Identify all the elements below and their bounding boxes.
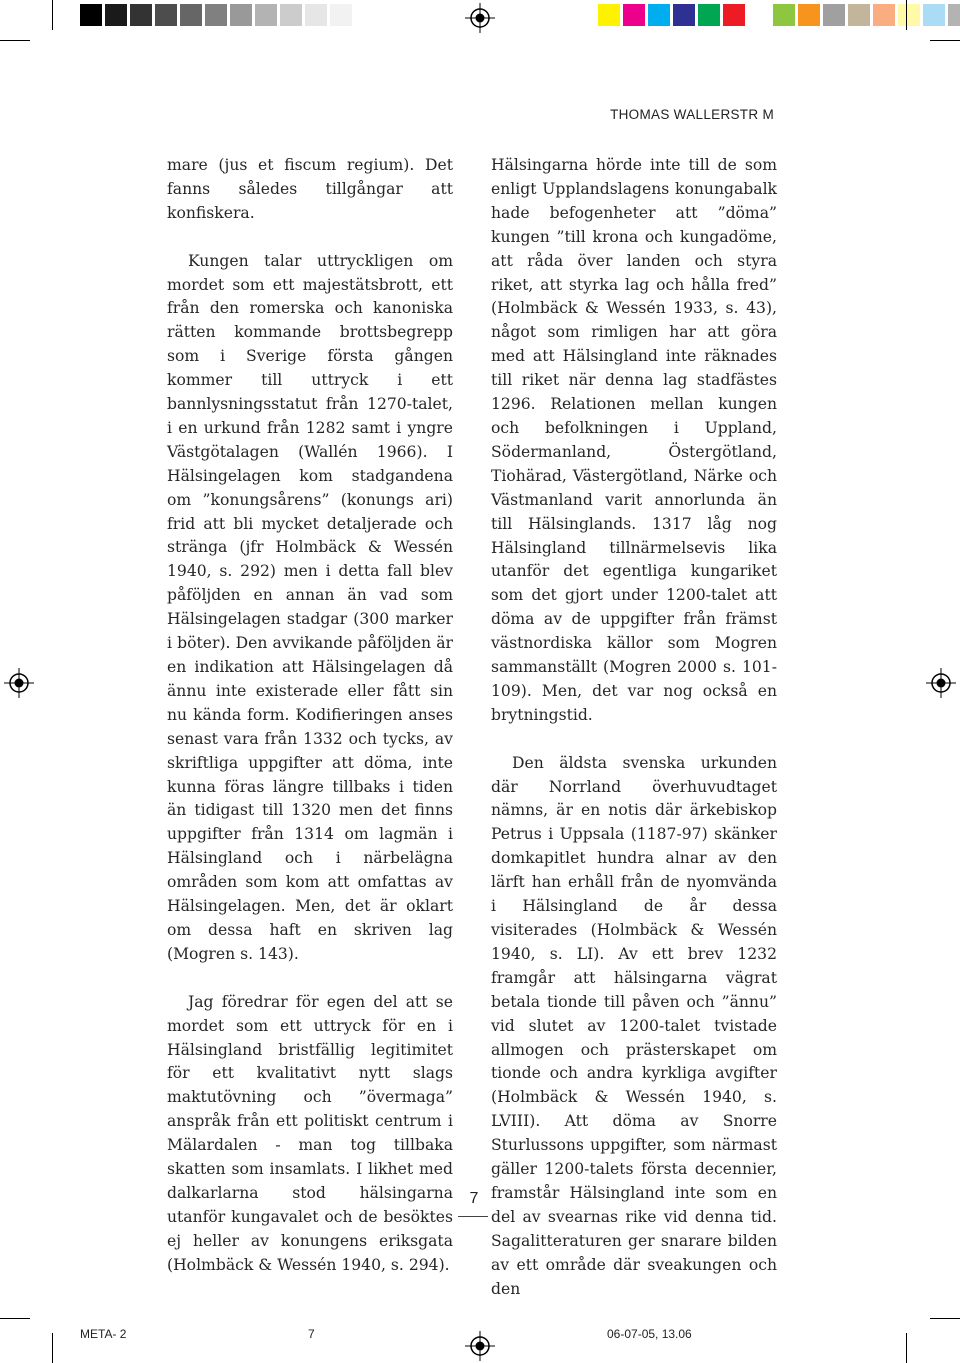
calibration-swatch [230, 4, 252, 26]
calibration-swatch [823, 4, 845, 26]
crop-mark [930, 1318, 960, 1319]
calibration-swatch [698, 4, 720, 26]
crop-mark [0, 40, 30, 41]
calibration-swatch [130, 4, 152, 26]
calibration-swatch [873, 4, 895, 26]
registration-mark-icon [926, 668, 956, 698]
calibration-swatch [923, 4, 945, 26]
crop-mark [52, 0, 53, 30]
page-number: 7 [469, 1190, 479, 1207]
calibration-swatch [848, 4, 870, 26]
registration-mark-icon [4, 668, 34, 698]
calibration-swatch [748, 4, 770, 26]
calibration-swatch [205, 4, 227, 26]
paragraph: Jag föredrar för egen del att se mordet som ett uttryck för en i Hälsingland bristfällig legitimitet för ett kvalitativt nytt slags maktutövning och ”övermaga” anspråk från ett politiskt centrum i Mälardalen - man tog tillbaka skatten som insamlats. I likhet med dalkarlarna stod hälsingarna utanför kungavalet och de besöktes ej heller av konungens eriksgata (Holmbäck & Wessén 1940, s. 294). [167, 992, 453, 1274]
crop-mark [0, 1318, 30, 1319]
paragraph: Hälsingarna hörde inte till de som enligt Upplandslagens konungabalk hade befogenheter att ”döma” kungen ”till krona och kungadöme, att råda över landen och styra riket, att styrka lag och hålla fred” (Holmbäck & Wessén 1933, s. 43), något som rimligen har att göra med att Hälsingland inte räknades till riket när denna lag stadfästes 1296. Relationen mellan kungen och befolkningen i Uppland, Södermanland, Östergötland, Tiohärad, Västergötland, Närke och Västmanland varit annorlunda än till Hälsinglands. 1317 låg nog Hälsingland tillnärmelsevis lika utanför det egentliga kungariket som det gjort under 1200-talet att döma av de uppgifter från främst västnordiska källor som Mogren sammanställt (Mogren 2000 s. 101-109). Men, det var nog också en brytningstid. [491, 156, 777, 724]
calibration-swatch [280, 4, 302, 26]
paragraph: mare (jus et fiscum regium). Det fanns således tillgångar att konfiskera. [167, 156, 453, 222]
calibration-swatch [673, 4, 695, 26]
crop-mark [930, 40, 960, 41]
calibration-swatch [798, 4, 820, 26]
crop-mark [906, 1333, 907, 1363]
calibration-swatch [723, 4, 745, 26]
calibration-swatch [898, 4, 920, 26]
slug-date: 06-07-05, 13.06 [607, 1327, 692, 1341]
calibration-swatch [648, 4, 670, 26]
calibration-swatch [255, 4, 277, 26]
right-column [491, 154, 777, 1301]
paragraph: Kungen talar uttryckligen om mordet som ett majestätsbrott, ett från den romerska och kanoniska rätten kommande brottsbegrepp som i Sverige första gången kommer till uttryck i ett bannlysningsstatut från 1270-talet, i en urkund från 1282 samt i yngre Västgötalagen (Wallén 1966). I Hälsingelagen kom stadgandena om ”konungsårens” (konungs ari) frid att bli mycket detaljerade och stränga (jfr Holmbäck & Wessén 1940, s. 292) men i detta fall blev påföljden en annan än vad som Hälsingelagen stadgar (300 marker i böter). Den avvikande påföljden är en indikation att Hälsingelagen då ännu inte existerade eller fått sin nu kända form. Kodifieringen anses senast vara från 1332 och tycks, av skriftliga uppgifter att döma, inte kunna föras längre tillbaks i tiden än tidigast till 1320 men det finns uppgifter från 1314 om lagmän i Hälsingland och i närbelägna områden som kom att omfattas av Hälsingelagen. Men, det är oklart om dessa haft en skriven lag (Mogren s. 143). [167, 251, 453, 963]
calibration-swatch [180, 4, 202, 26]
calibration-swatch [305, 4, 327, 26]
calibration-swatch [598, 4, 620, 26]
crop-mark [906, 0, 907, 30]
calibration-swatch [105, 4, 127, 26]
running-head: THOMAS WALLERSTR M [610, 107, 774, 122]
slug-page-number: 7 [308, 1327, 315, 1341]
calibration-swatch [623, 4, 645, 26]
slug-file-name: META- 2 [80, 1327, 127, 1341]
page-number-rule [458, 1216, 488, 1217]
registration-mark-icon [465, 3, 495, 33]
registration-mark-icon [465, 1331, 495, 1361]
calibration-swatch [773, 4, 795, 26]
calibration-swatch [948, 4, 960, 26]
calibration-swatch [155, 4, 177, 26]
calibration-swatch [80, 4, 102, 26]
calibration-swatch [330, 4, 352, 26]
paragraph: Den äldsta svenska urkunden där Norrland överhuvudtaget nämns, är en notis där ärkebiskop Petrus i Uppsala (1187-97) skänker domkapitlet hundra alnar av den lärft han erhåll från de nyomvända i Hälsingland de år dessa visiterades (Holmbäck & Wessén 1940, s. LI). Av ett brev 1232 framgår att hälsingarna vägrat betala tionde till påven och ”ännu” vid slutet av 1200-talet tvistade allmogen och prästerskapet om tionde och andra kyrkliga avgifter (Holmbäck & Wessén 1940, s. LVIII). Att döma av Snorre Sturlussons uppgifter, som närmast gäller 1200-talets första decennier, framstår Hälsingland inte som en del av svearnas rike vid denna tid. Sagalitteraturen ger snarare bilden av ett område där sveakungen och den [491, 753, 777, 1298]
grayscale-calibration-strip [80, 4, 355, 26]
left-column [167, 154, 453, 1278]
crop-mark [52, 1333, 53, 1363]
